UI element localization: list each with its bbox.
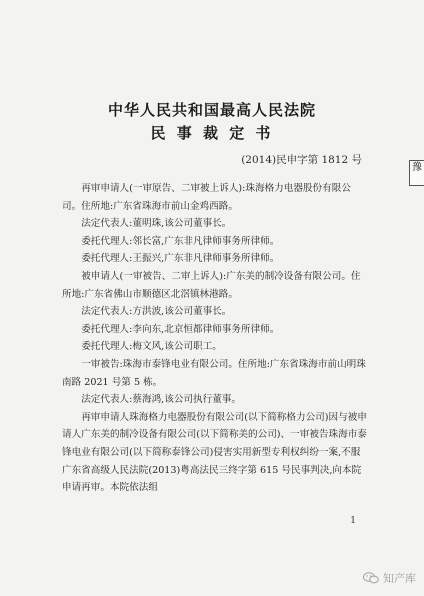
wechat-icon <box>363 572 379 584</box>
paragraph-respondent-rep: 法定代表人:方洪波,该公司董事长。 <box>81 306 232 318</box>
case-number: (2014)民申字第 1812 号 <box>241 154 362 166</box>
paragraph-first-defendant: 一审被告:珠海市泰锋电业有限公司。住所地:广东省珠海市前山明珠南路 2021 号第 5 栋。 <box>62 358 366 388</box>
paragraph-applicant-rep: 法定代表人:董明珠,该公司董事长。 <box>81 218 232 230</box>
ruling-body <box>62 180 368 497</box>
paragraph-applicant-agent-2: 委托代理人:王振兴,广东非凡律师事务所律师。 <box>81 253 280 265</box>
watermark-text: 知产库 <box>383 572 416 585</box>
paragraph-respondent-agent-2: 委托代理人:梅文风,该公司职工。 <box>81 341 222 353</box>
page-number: 1 <box>350 516 356 526</box>
watermark <box>363 570 416 586</box>
paragraph-applicant-agent-1: 委托代理人:邻长富,广东非凡律师事务所律师。 <box>81 235 280 247</box>
paragraph-respondent: 被申请人(一审被告、二审上诉人):广东美的制冷设备有限公司。住所地:广东省佛山市顺德区北滘镇林港路。 <box>62 270 361 300</box>
document-title: 民 事 裁 定 书 <box>150 124 274 142</box>
court-title: 中华人民共和国最高人民法院 <box>107 101 316 119</box>
paragraph-defendant-rep: 法定代表人:蔡海鸿,该公司执行董事。 <box>81 394 241 406</box>
paragraph-applicant: 再审申请人(一审原告、二审被上诉人):珠海格力电器股份有限公司。住所地:广东省珠海市前山金鸡西路。 <box>62 183 351 212</box>
side-tab-label: 豫 <box>409 160 424 186</box>
paragraph-case-summary: 再审申请人珠海格力电器股份有限公司(以下简称格力公司)因与被申请人广东美的制冷设备有限公司(以下简称美的公司)、一审被告珠海市泰锋电业有限公司(以下简称泰锋公司)侵害实用新型专利权纠纷一案,不服广东省高级人民法院(2013)粤高法民三终字第 615 号民事判决,向本院申请再审。本院依法组 <box>62 411 367 494</box>
paragraph-respondent-agent-1: 委托代理人:李向东,北京恒都律师事务所律师。 <box>81 323 280 335</box>
